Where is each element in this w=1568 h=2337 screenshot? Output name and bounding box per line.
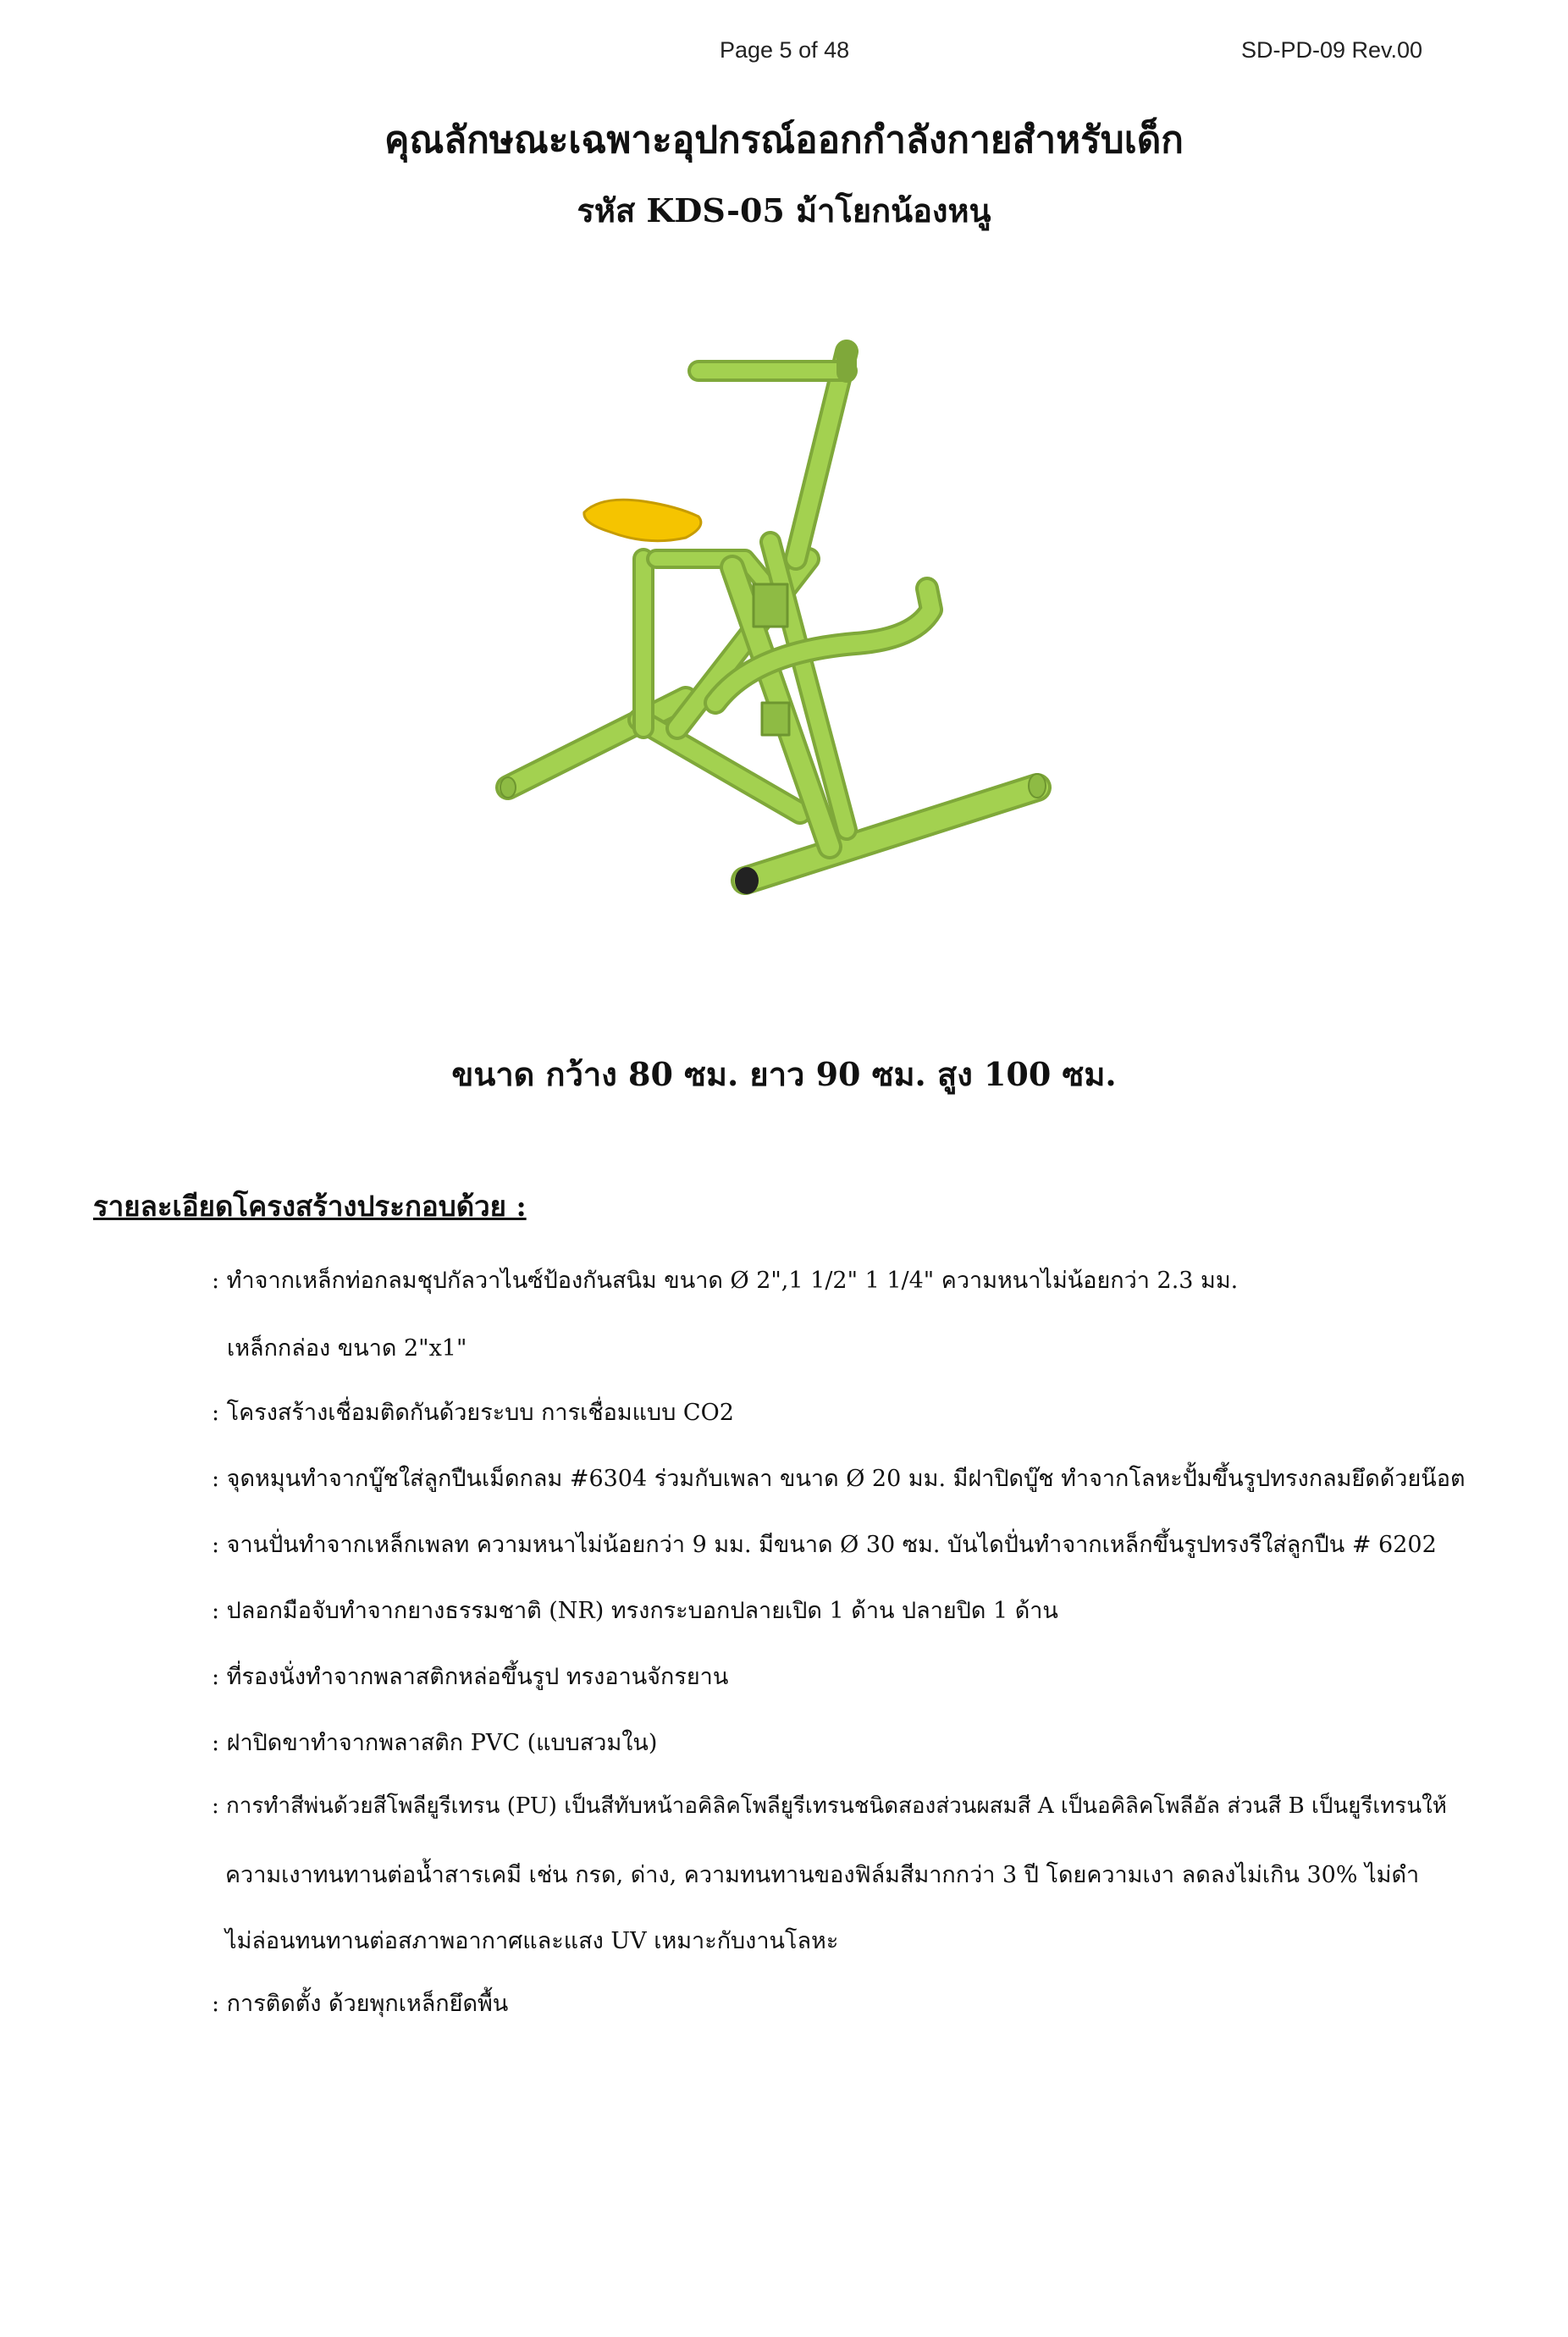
document-title: คุณลักษณะเฉพาะอุปกรณ์ออกกำลังกายสำหรับเด็ก [384,119,1184,162]
spec-line: : ฝาปิดขาทำจากพลาสติก PVC (แบบสวมใน) [212,1730,658,1756]
spec-line: : การทำสีพ่นด้วยสีโพลียูรีเทรน (PU) เป็นสีทับหน้าอคิลิคโพลียูรีเทรนชนิดสองส่วนผสมสี A เป็นอคิลิคโพลีอัล ส่วนสี B เป็นยูรีเทรนให้ [212,1793,1447,1819]
spec-line: ไม่ล่อนทนทานต่อสภาพอากาศและแสง UV เหมาะกับงานโลหะ [225,1928,839,1954]
frame-pivot [762,703,789,735]
spec-line: : การติดตั้ง ด้วยพุกเหล็กยึดพื้น [212,1991,509,2017]
product-code-title: รหัส KDS-05 ม้าโยกน้องหนู [577,191,991,229]
spec-line: : จานปั่นทำจากเหล็กเพลท ความหนาไม่น้อยกว่า 9 มม. มีขนาด Ø 30 ซม. บันไดปั่นทำจากเหล็กขึ้นรูปทรงรีใส่ลูกปืน # 6202 [212,1532,1437,1558]
spec-line: : ทำจากเหล็กท่อกลมชุปกัลวาไนซ์ป้องกันสนิม ขนาด Ø 2",1 1/2" 1 1/4" ความหนาไม่น้อยกว่า 2.3 มม. [212,1268,1239,1294]
spec-line: เหล็กกล่อง ขนาด 2"x1" [227,1335,467,1362]
spec-line: ความเงาทนทานต่อน้ำสารเคมี เช่น กรด, ด่าง, ความทนทานของฟิล์มสีมากกว่า 3 ปี โดยความเงา ลดลงไม่เกิน 30% ไม่ดำ [225,1862,1420,1888]
section-heading: รายละเอียดโครงสร้างประกอบด้วย : [93,1190,527,1223]
product-photo [474,305,1067,931]
frame-pivot [754,584,787,627]
foot-end-cap [500,777,516,798]
frame-tube [796,351,847,559]
spec-line: : โครงสร้างเชื่อมติดกันด้วยระบบ การเชื่อมแบบ CO2 [212,1400,734,1426]
seat [584,500,701,541]
document-code: SD-PD-09 Rev.00 [1241,37,1423,63]
spec-line: : ปลอกมือจับทำจากยางธรรมชาติ (NR) ทรงกระบอกปลายเปิด 1 ด้าน ปลายปิด 1 ด้าน [212,1598,1058,1624]
foot-end-cap [1029,774,1046,798]
spec-line: : ที่รองนั่งทำจากพลาสติกหล่อขึ้นรูป ทรงอานจักรยาน [212,1664,729,1690]
spec-line: : จุดหมุนทำจากบู๊ชใส่ลูกปืนเม็ดกลม #6304 ร่วมกับเพลา ขนาด Ø 20 มม. มีฝาปิดบู๊ช ทำจากโลหะปั้มขึ้นรูปทรงกลมยึดด้วยน๊อต [212,1466,1466,1492]
page-number: Page 5 of 48 [720,37,850,63]
dimensions-label: ขนาด กว้าง 80 ซม. ยาว 90 ซม. สูง 100 ซม. [451,1055,1117,1093]
foot-end-cap [735,867,759,894]
